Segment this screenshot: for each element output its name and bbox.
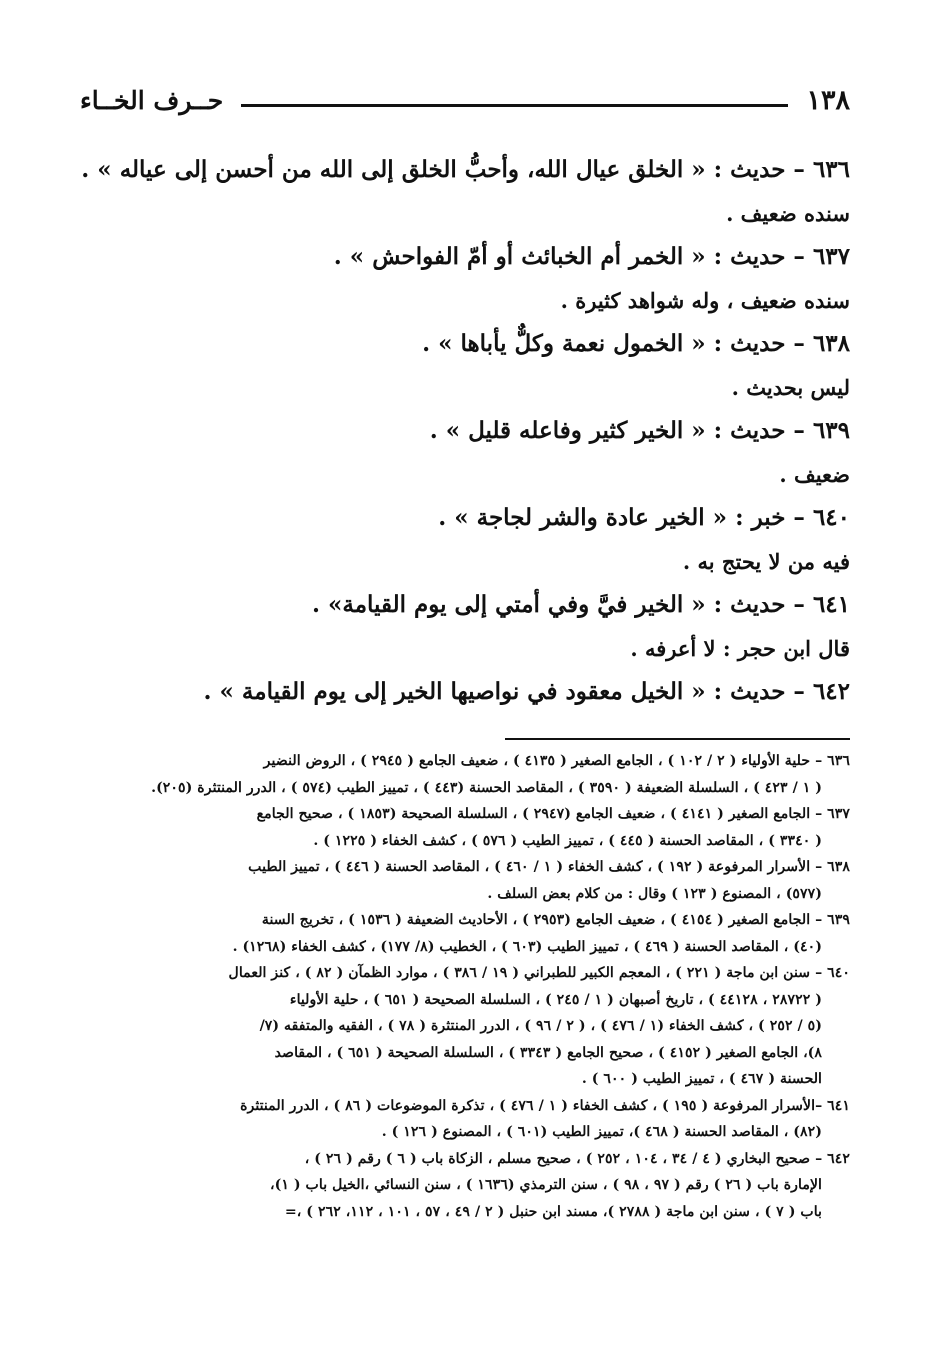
footnote-continuation: (٤٠) ، المقاصد الحسنة ( ٤٦٩ ) ، تمييز الطيب (٦٠٣ ) ، الخطيب (٨/ ١٧٧) ، كشف الخفاء (١٢٦٨) . <box>232 938 822 955</box>
chapter-title: حــرف الخــاء <box>80 85 224 115</box>
footnote-continuation: الإمارة باب ( ٢٦ ) رقم ( ٩٧ ، ٩٨ ) ، سنن الترمذي (١٦٣٦ ) ، سنن النسائي ،الخيل باب ( ١)، <box>270 1177 822 1193</box>
hadith-grading: سنده ضعيف ، وله شواهد كثيرة . <box>560 287 850 313</box>
hadith-entry: ٦٣٨ – حديث : « الخمول نعمة وكلٌّ يأباها » . <box>422 330 850 357</box>
footnote-continuation: ( ١ / ٤٢٣ ) ، السلسلة الضعيفة ( ٣٥٩٠ ) ، المقاصد الحسنة (٤٤٣ ) ، تمييز الطيب (٥٧٤ ) ، الدرر المنتثرة (٢٠٥). <box>151 779 822 796</box>
footnote-continuation: باب ( ٧ ) ، سنن ابن ماجة ( ٢٧٨٨ )، مسند ابن حنبل ( ٢ / ٤٩ ، ٥٧ ، ١٠١ ، ١١٢، ٢٦٢ ) ،= <box>284 1203 822 1220</box>
footnote-continuation: ( ٢٨٧٢٢ ، ٤٤١٢٨ ) ، تاريخ أصبهان ( ١ / ٢٤٥ ) ، السلسلة الصحيحة ( ٦٥١ ) ، حلية الأولياء <box>289 991 822 1008</box>
hadith-entry: ٦٣٧ – حديث : « الخمر أم الخبائث أو أمّ الفواحش » . <box>333 243 850 270</box>
footnote-continuation: (٥٧٧) ، المصنوع ( ١٢٣ ) وقال : من كلام بعض السلف . <box>487 885 822 902</box>
hadith-entry: ٦٤١ – حديث : « الخير فيَّ وفي أمتي إلى يوم القيامة» . <box>311 591 850 618</box>
main-text <box>80 148 850 714</box>
footnote-entry: ٦٤٢ – صحيح البخاري ( ٤ / ٣٤ ، ١٠٤ ، ٢٥٢ ) ، صحيح مسلم ، الزكاة باب ( ٦ ) رقم ( ٢٦ ) ، <box>304 1150 850 1167</box>
hadith-entry: ٦٣٩ – حديث : « الخير كثير وفاعله قليل » . <box>429 417 850 444</box>
hadith-grading: فيه من لا يحتج به . <box>682 548 850 574</box>
hadith-grading: سنده ضعيف . <box>726 200 850 226</box>
footnote-divider <box>505 738 850 740</box>
footnote-continuation: ( ٣٣٤٠ ) ، المقاصد الحسنة ( ٤٤٥ ) ، تمييز الطيب ( ٥٧٦ ) ، كشف الخفاء ( ١٢٢٥ ) . <box>313 832 822 849</box>
footnote-continuation: الحسنة ( ٤٦٧ ) ، تمييز الطيب ( ٦٠٠ ) . <box>581 1071 822 1087</box>
footnote-continuation: ٨)، الجامع الصغير ( ٤١٥٢ ) ، صحيح الجامع ( ٣٣٤٣ ) ، السلسلة الصحيحة ( ٦٥١ ) ، المقاصد <box>274 1044 822 1061</box>
header-rule <box>241 104 788 107</box>
footnote-entry: ٦٣٩ – الجامع الصغير ( ٤١٥٤ ) ، ضعيف الجامع (٢٩٥٣ ) ، الأحاديث الضعيفة ( ١٥٣٦ ) ، تخريج السنة <box>261 912 850 928</box>
footnote-entry: ٦٣٦ – حلية الأولياء ( ٢ / ١٠٢ ) ، الجامع الصغير ( ٤١٣٥ ) ، ضعيف الجامع ( ٢٩٤٥ ) ، الروض النضير <box>263 753 850 769</box>
footnote-continuation: (٥ / ٢٥٢ ) ، كشف الخفاء (١ / ٤٧٦ ) ، ( ٢ / ٩٦ ) ، الدرر المنتثرة ( ٧٨ ) ، الفقيه والمتفقه (٧/ <box>259 1018 822 1034</box>
footnote-entry: ٦٤١ –الأسرار المرفوعة ( ١٩٥ ) ، كشف الخفاء ( ١ / ٤٧٦ ) ، تذكرة الموضوعات ( ٨٦ ) ، الدرر المنتثرة <box>240 1097 850 1114</box>
footnote-entry: ٦٤٠ – سنن ابن ماجة ( ٢٢١ ) ، المعجم الكبير للطبراني ( ١٩ / ٣٨٦ ) ، موارد الظمآن ( ٨٢ ) ، كنز العمال <box>228 965 850 981</box>
footnote-entry: ٦٣٧ – الجامع الصغير ( ٤١٤١ ) ، ضعيف الجامع (٢٩٤٧ ) ، السلسلة الصحيحة (١٨٥٣ ) ، صحيح الجامع <box>256 806 850 822</box>
hadith-grading: قال ابن حجر : لا أعرفه . <box>630 635 850 661</box>
hadith-grading: ضعيف . <box>779 461 850 487</box>
footnotes <box>92 748 850 1225</box>
hadith-entry: ٦٤٢ – حديث : « الخيل معقود في نواصيها الخير إلى يوم القيامة » . <box>203 678 850 705</box>
page-header <box>80 80 850 120</box>
hadith-entry: ٦٤٠ – خبر : « الخير عادة والشر لجاجة » . <box>438 504 850 531</box>
hadith-grading: ليس بحديث . <box>731 374 850 400</box>
footnote-continuation: (٨٢) ، المقاصد الحسنة ( ٤٦٨ )، تمييز الطيب (٦٠١ ) ، المصنوع ( ١٢٦ ) . <box>381 1124 822 1140</box>
page-number: ١٣٨ <box>806 84 850 116</box>
hadith-entry: ٦٣٦ – حديث : « الخلق عيال الله، وأحبُّ الخلق إلى الله من أحسن إلى عياله » . <box>81 156 850 183</box>
footnote-entry: ٦٣٨ – الأسرار المرفوعة ( ١٩٢ ) ، كشف الخفاء ( ١ / ٤٦٠ ) ، المقاصد الحسنة ( ٤٤٦ ) ، تمييز الطيب <box>248 859 850 875</box>
